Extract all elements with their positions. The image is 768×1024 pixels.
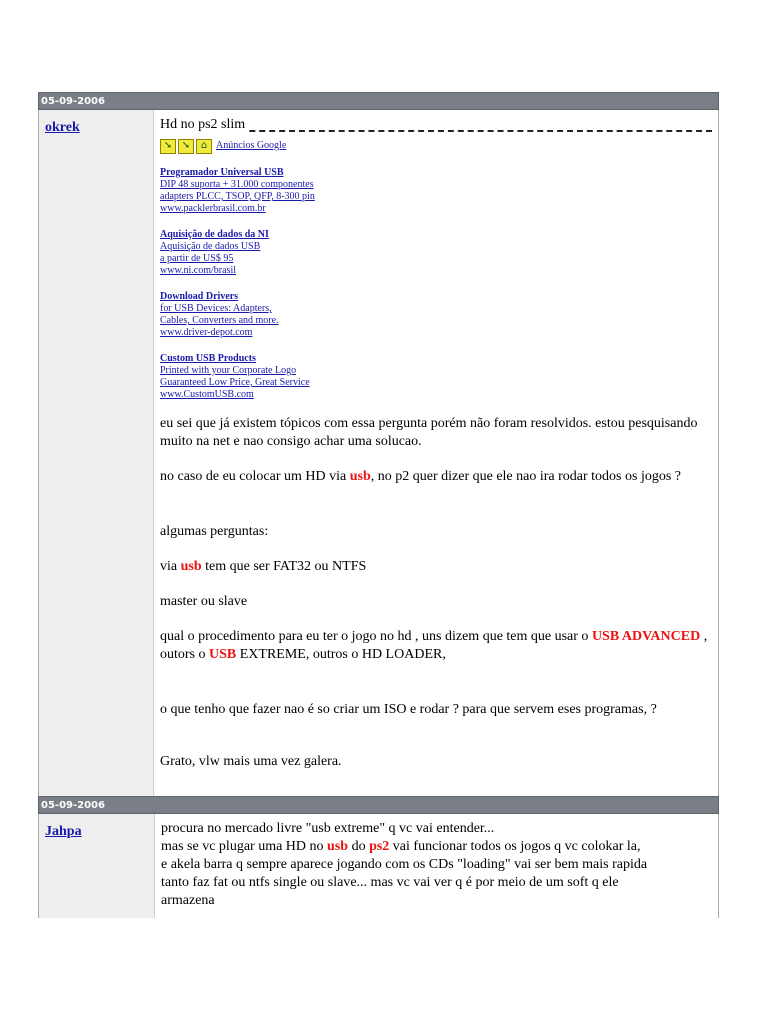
post-paragraph: master ou slave [160,594,248,609]
arrow-icon[interactable]: ➘ [178,139,194,154]
post-body [155,814,718,918]
ad-line[interactable]: a partir de US$ 95 [160,253,234,264]
ad-line[interactable]: adapters PLCC, TSOP, QFP, 8-300 pin [160,191,315,202]
spacer [160,736,712,753]
post-line: procura no mercado livre "usb extreme" q vc vai entender... [161,821,495,836]
ad-item [160,167,712,215]
highlight-term: usb [180,559,202,574]
text-run: do [348,839,370,854]
highlight-term: USB [209,647,237,662]
ad-line[interactable]: Printed with your Corporate Logo [160,365,297,376]
post-paragraph [160,558,712,576]
text-run: , outors o [160,629,708,662]
highlight-term: usb [349,469,371,484]
ad-title[interactable]: Download Drivers [160,291,239,302]
post-date-bar [38,92,719,110]
ad-line[interactable]: Aquisição de dados USB [160,241,261,252]
post-paragraph: eu sei que já existem tópicos com essa pergunta porém não foram resolvidos. estou pesquisando muito na net e nao consigo achar uma solucao. [160,416,698,449]
post-body [154,110,718,796]
text-run: vai funcionar todos os jogos q vc colokar la, [389,839,641,854]
post-line: e akela barra q sempre aparece jogando com os CDs "loading" vai ser bem mais rapida [161,857,648,872]
highlight-term: USB ADVANCED [591,629,701,644]
post-line: tanto faz fat ou ntfs single ou slave... mas vc vai ver q é por meio de um soft q ele [161,875,619,890]
spacer [160,503,712,523]
forum-thread [38,92,719,918]
post-paragraph [160,468,712,486]
arrow-icon[interactable]: ➘ [160,139,176,154]
ad-line[interactable]: Guaranteed Low Price, Great Service [160,377,310,388]
ad-title[interactable]: Custom USB Products [160,353,256,364]
ad-title[interactable]: Programador Universal USB [160,167,284,178]
post-paragraph: algumas perguntas: [160,524,269,539]
ads-list [160,167,712,401]
post-subject [160,116,712,136]
ad-item [160,229,712,277]
spacer [160,681,712,701]
author-cell [39,110,154,796]
ad-url[interactable]: www.packlerbrasil.com.br [160,203,266,214]
highlight-term: ps2 [369,839,390,854]
author-cell [39,814,155,918]
post-paragraph: Grato, vlw mais uma vez galera. [160,754,342,769]
post-date-bar [38,796,719,814]
ads-label-link[interactable]: Anúncios Google [216,140,287,151]
ad-url[interactable]: www.CustomUSB.com [160,389,254,400]
text-run: mas se vc plugar uma HD no [161,839,328,854]
highlight-term: usb [327,839,349,854]
ad-title[interactable]: Aquisição de dados da NI [160,229,269,240]
ad-url[interactable]: www.ni.com/brasil [160,265,237,276]
ad-url[interactable]: www.driver-depot.com [160,327,253,338]
post [38,814,719,918]
text-run: , no p2 quer dizer que ele nao ira rodar todos os jogos ? [370,469,681,484]
text-run: qual o procedimento para eu ter o jogo no hd , uns dizem que tem que usar o [160,629,592,644]
tag-icon[interactable]: ⌂ [196,139,212,154]
ad-item [160,353,712,401]
text-run: no caso de eu colocar um HD via [160,469,350,484]
google-ads-bar [160,137,712,155]
subject-text: Hd no ps2 slim [160,117,246,132]
ad-line[interactable]: DIP 48 suporta + 31.000 componentes [160,179,314,190]
text-run: EXTREME, outros o HD LOADER, [236,647,446,662]
post-paragraph: o que tenho que fazer nao é so criar um ISO e rodar ? para que servem eses programas, ? [160,702,657,717]
ad-item [160,291,712,339]
post [38,110,719,796]
text-run: tem que ser FAT32 ou NTFS [201,559,367,574]
post-line [161,838,712,856]
author-link[interactable]: Jahpa [45,824,82,839]
author-link[interactable]: okrek [45,120,80,135]
text-run: via [160,559,181,574]
post-date: 05-09-2006 [41,800,105,811]
ad-line[interactable]: Cables, Converters and more. [160,315,279,326]
post-line: armazena [161,893,215,908]
post-paragraph [160,628,712,664]
ad-line[interactable]: for USB Devices: Adapters, [160,303,272,314]
post-date: 05-09-2006 [41,96,105,107]
